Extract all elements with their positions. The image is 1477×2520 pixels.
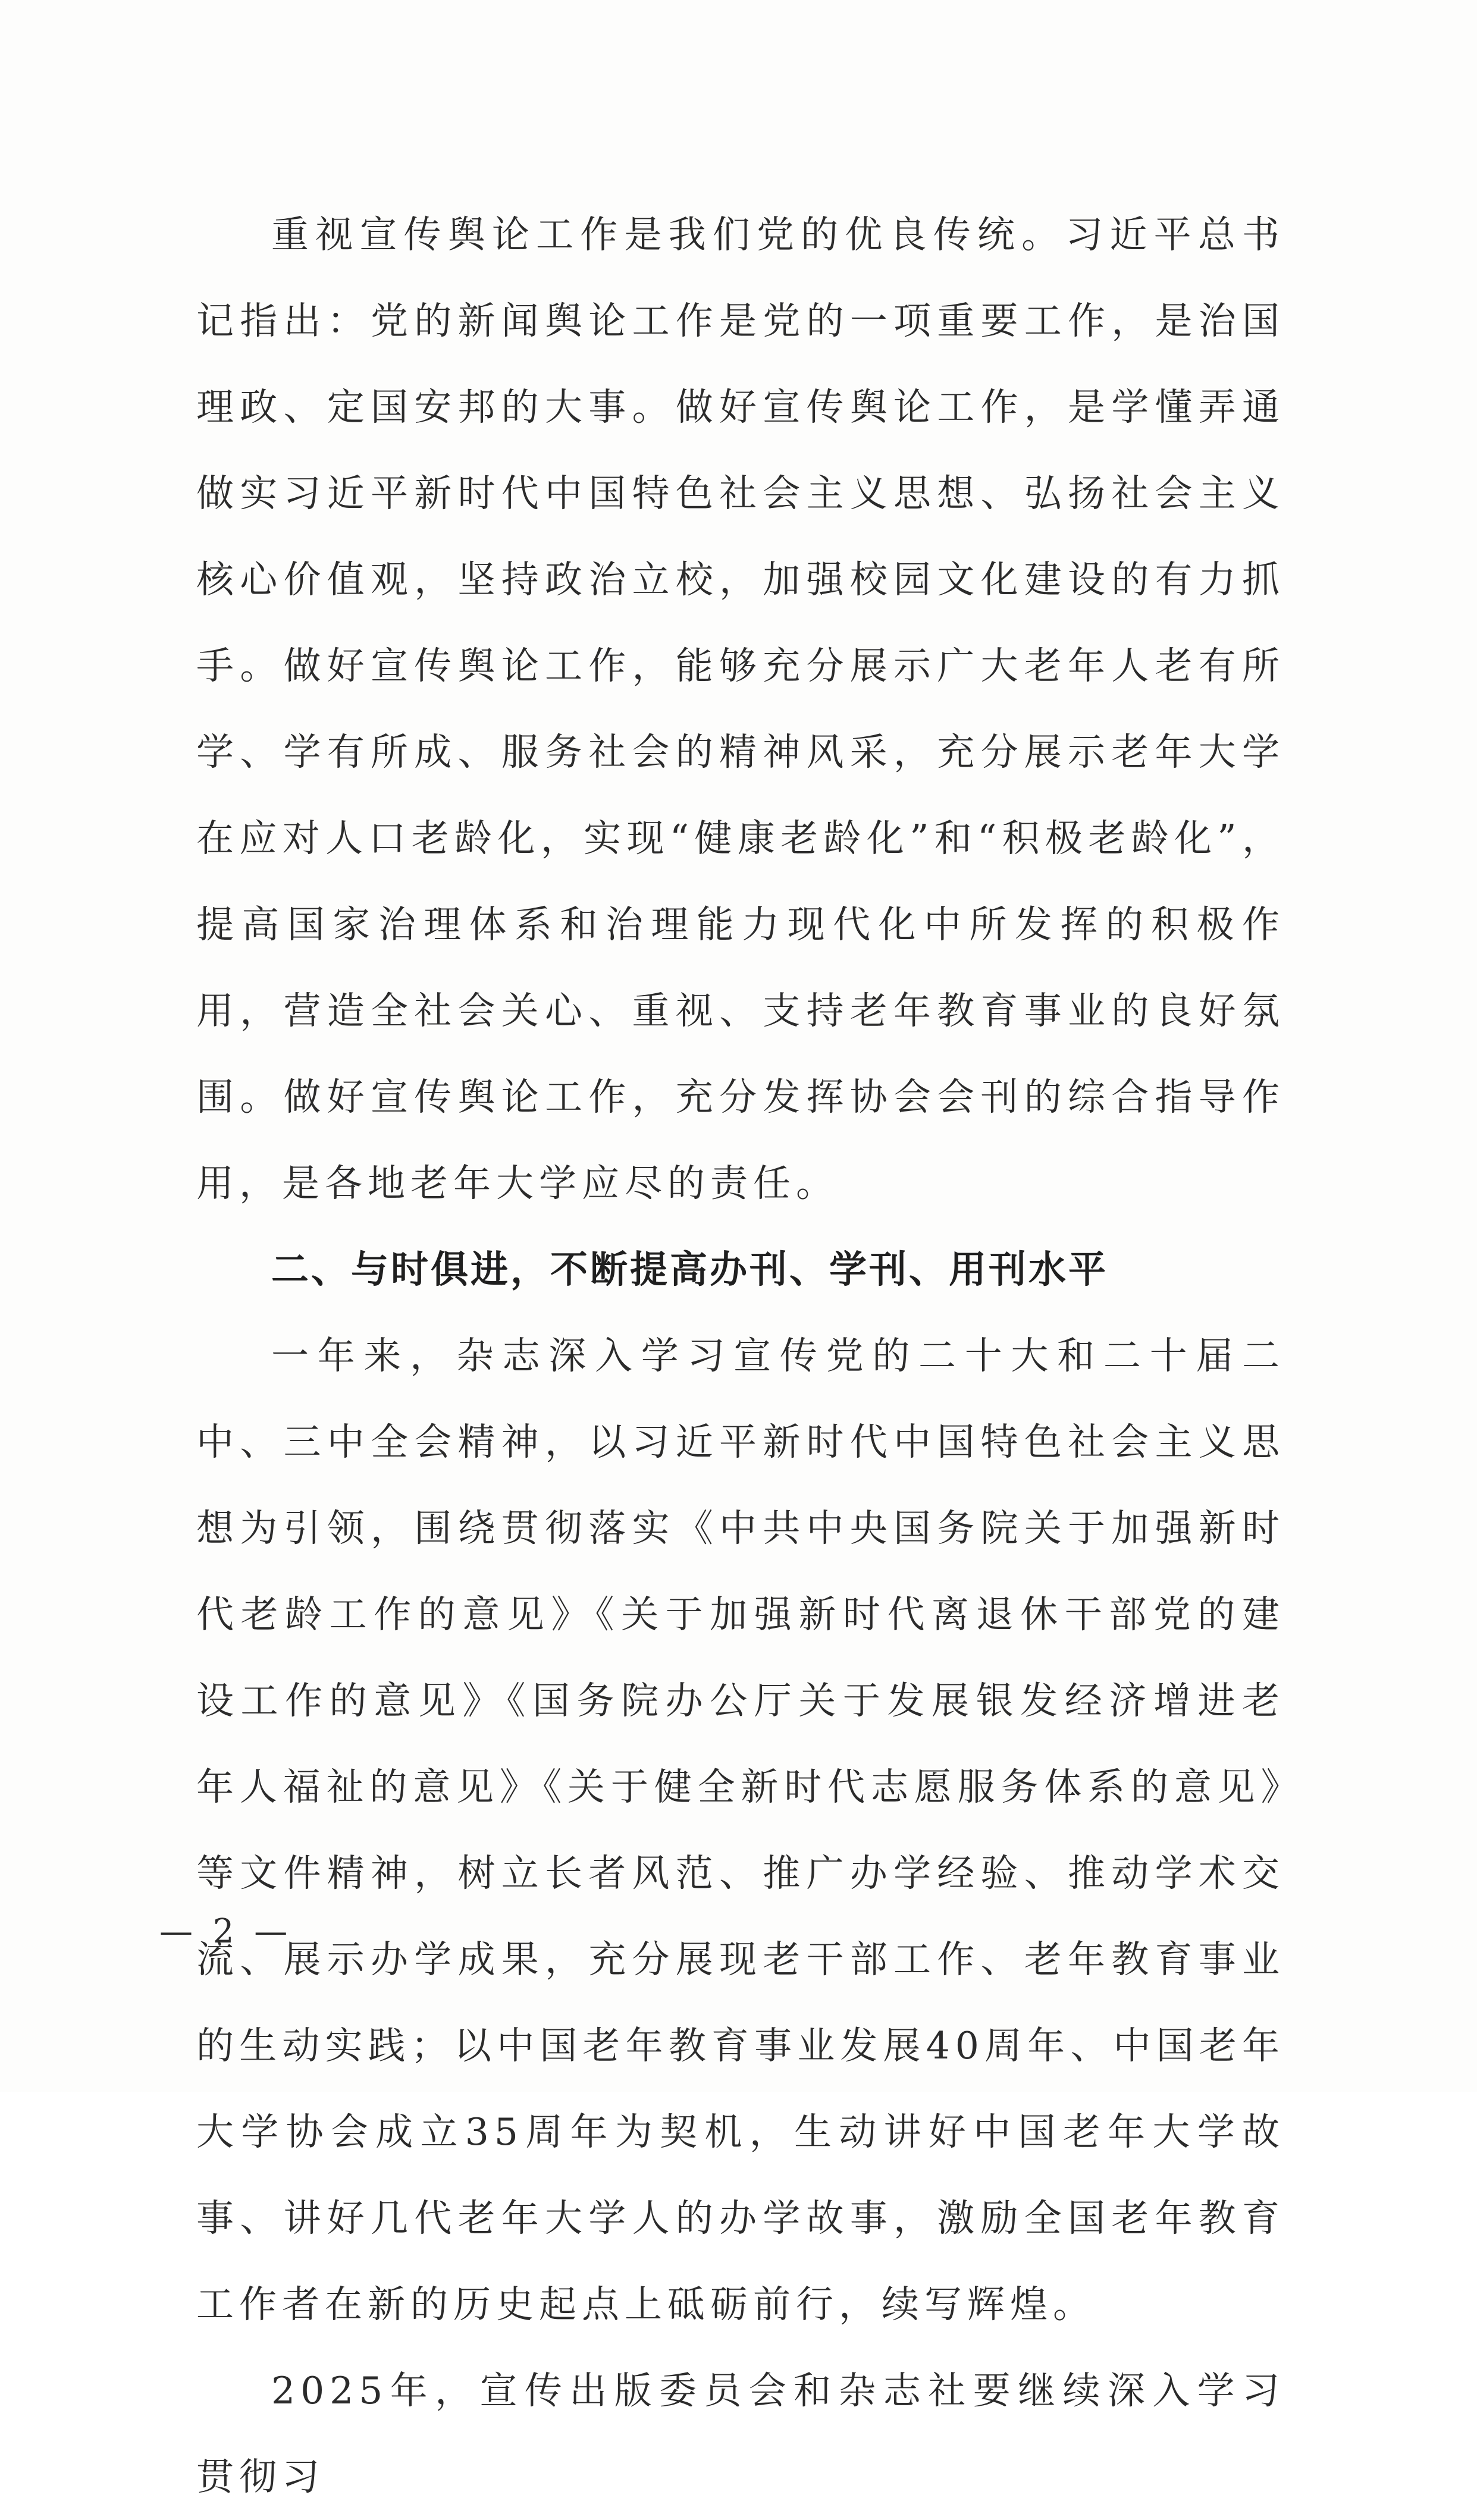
section-heading: 二、与时俱进，不断提高办刊、学刊、用刊水平 xyxy=(271,1248,1108,1291)
paragraph-year-review: 一年来，杂志深入学习宣传党的二十大和二十届二中、三中全会精神，以习近平新时代中国特色社会主义思想为引领，围绕贯彻落实《中共中央国务院关于加强新时代老龄工作的意见》《关于加强新时代离退休干部党的建设工作的意见》《国务院办公厅关于发展银发经济增进老年人福祉的意见》《关于健全新时代志愿服务体系的意见》等文件精神，树立长者风范、推广办学经验、推动学术交流、展示办学成果，充分展现老干部工作、老年教育事业的生动实践；以中国老年教育事业发展40周年、中国老年大学协会成立35周年为契机，生动讲好中国老年大学故事、讲好几代老年大学人的办学故事，激励全国老年教育工作者在新的历史起点上砥砺前行，续写辉煌。 xyxy=(196,1334,1285,2326)
page-number: — 2 — xyxy=(159,1912,293,1951)
paragraph-publicity-importance: 重视宣传舆论工作是我们党的优良传统。习近平总书记指出：党的新闻舆论工作是党的一项重要工作，是治国理政、定国安邦的大事。做好宣传舆论工作，是学懂弄通做实习近平新时代中国特色社会主义思想、弘扬社会主义核心价值观，坚持政治立校，加强校园文化建设的有力抓手。做好宣传舆论工作，能够充分展示广大老年人老有所学、学有所成、服务社会的精神风采，充分展示老年大学在应对人口老龄化，实现“健康老龄化”和“积极老龄化”，提高国家治理体系和治理能力现代化中所发挥的积极作用，营造全社会关心、重视、支持老年教育事业的良好氛围。做好宣传舆论工作，充分发挥协会会刊的综合指导作用，是各地老年大学应尽的责任。 xyxy=(196,213,1285,1205)
document-body xyxy=(196,192,1285,2520)
paragraph-2025-plan: 2025年，宣传出版委员会和杂志社要继续深入学习贯彻习 xyxy=(196,2369,1285,2499)
